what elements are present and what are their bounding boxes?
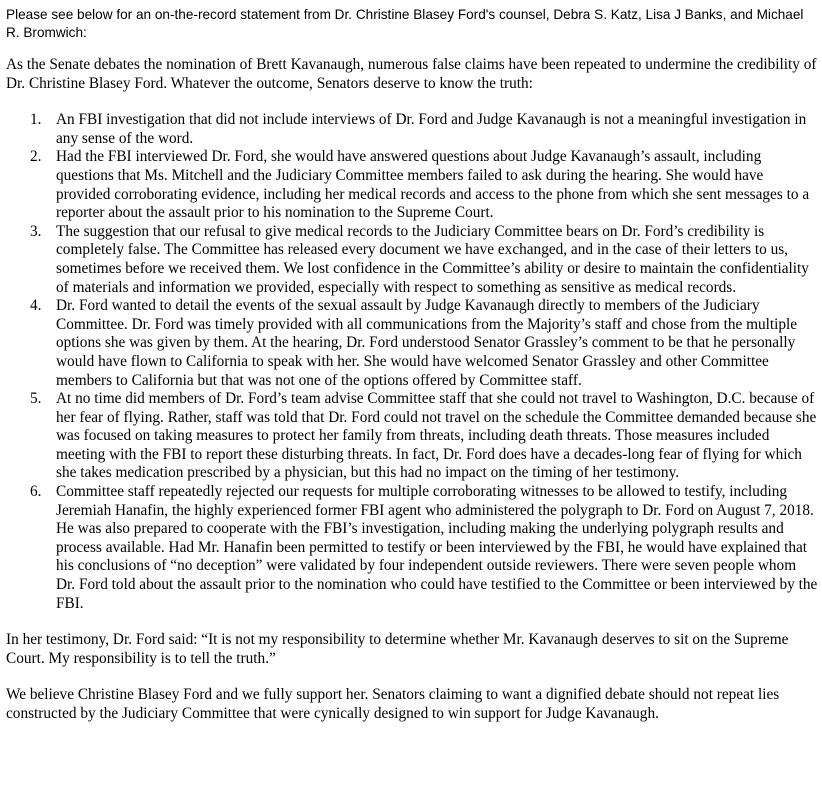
list-item-text: Committee staff repeatedly rejected our requests for multiple corroborating witnesses to be allowed to testify, including Jeremiah Hanafin, the highly experienced former FBI agent who administered the polygraph to Dr. Ford on August 7, 2018. He was also prepared to cooperate with the FBI’s investigation, including making the underlying polygraph results and process available. Had Mr. Hanafin been permitted to testify or been interviewed by the FBI, he would have explained that his conclusions of “no deception” were validated by four independent outside reviewers. There were seven people whom Dr. Ford told about the assault prior to the nomination who could have testified to the Committee or been interviewed by the FBI. [56,483,818,612]
list-item-text: Dr. Ford wanted to detail the events of the sexual assault by Judge Kavanaugh directly to members of the Judiciary Committee. Dr. Ford was timely provided with all communications from the Majority’s staff and chose from the multiple options she was given by them. At the hearing, Dr. Ford understood Senator Grassley’s comment to be that he personally would have flown to California to speak with her. She would have welcomed Senator Grassley and other Committee members to California but that was not one of the options offered by Committee staff. [56,297,798,389]
list-item-text: Had the FBI interviewed Dr. Ford, she would have answered questions about Judge Kavanaugh’s assault, including questions that Ms. Mitchell and the Judiciary Committee members failed to ask during the hearing. She would have provided corroborating evidence, including her medical records and access to the phone from which she sent messages to a reporter about the assault prior to his nomination to the Supreme Court. [56,148,810,222]
testimony-quote-paragraph: In her testimony, Dr. Ford said: “It is not my responsibility to determine whether Mr. Kavanaugh deserves to sit on the Supreme Court. My responsibility is to tell the truth.” [6,631,789,667]
list-item [6,390,818,483]
numbered-points-list [6,111,818,613]
list-item-number: 6. [30,483,42,501]
list-item-number: 5. [30,390,42,408]
statement-document [6,6,818,724]
list-item [6,223,818,297]
list-item [6,297,818,390]
list-item-text: The suggestion that our refusal to give medical records to the Judiciary Committee bears on Dr. Ford’s credibility is completely false. The Committee has released every document we have exchanged, and in the case of their letters to us, sometimes before we received them. We lost confidence in the Committee’s ability or desire to maintain the confidentiality of materials and information we provided, especially with respect to something as sensitive as medical records. [56,222,809,296]
list-item [6,483,818,613]
list-item [6,148,818,222]
list-item-text: An FBI investigation that did not include interviews of Dr. Ford and Judge Kavanaugh is not a meaningful investigation in any sense of the word. [56,111,807,147]
list-item [6,111,818,148]
intro-paragraph: Please see below for an on-the-record statement from Dr. Christine Blasey Ford's counsel, Debra S. Katz, Lisa J Banks, and Michael R. Bromwich: [6,7,804,40]
list-item-number: 1. [30,111,42,129]
list-item-number: 4. [30,297,42,315]
list-item-number: 3. [30,222,42,240]
closing-paragraph: We believe Christine Blasey Ford and we fully support her. Senators claiming to want a dignified debate should not repeat lies constructed by the Judiciary Committee that were cynically designed to win support for Judge Kavanaugh. [6,686,780,722]
lead-paragraph: As the Senate debates the nomination of Brett Kavanaugh, numerous false claims have been repeated to undermine the credibility of Dr. Christine Blasey Ford. Whatever the outcome, Senators deserve to know the truth: [6,56,817,92]
list-item-number: 2. [30,148,42,166]
list-item-text: At no time did members of Dr. Ford’s team advise Committee staff that she could not travel to Washington, D.C. because of her fear of flying. Rather, staff was told that Dr. Ford could not travel on the schedule the Committee demanded because she was focused on taking measures to protect her family from threats, including death threats. Those measures included meeting with the FBI to report these disturbing threats. In fact, Dr. Ford does have a decades-long fear of flying for which she takes medication prescribed by a physician, but this had no impact on the timing of her testimony. [56,390,817,482]
